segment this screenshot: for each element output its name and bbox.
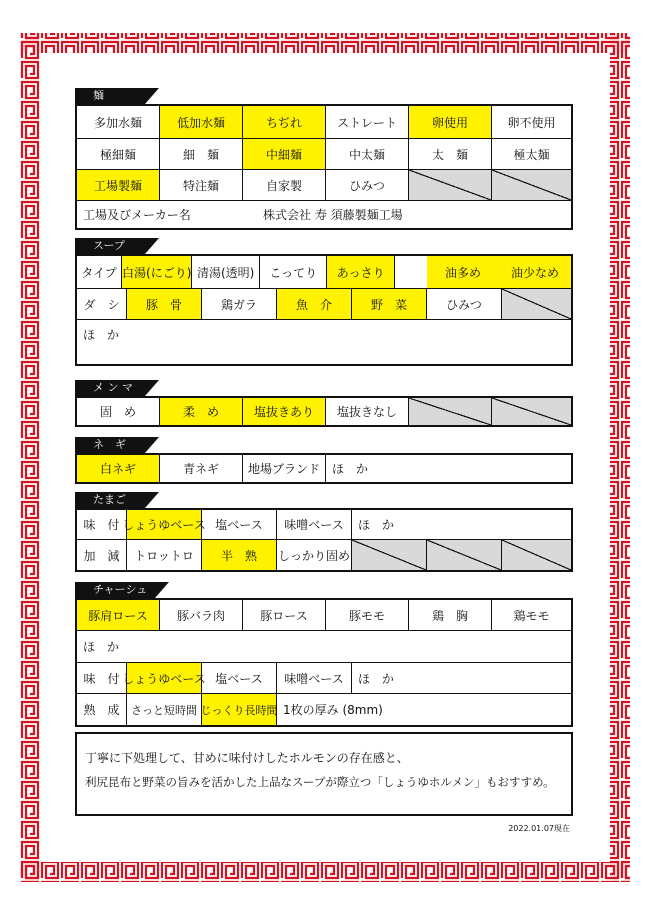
men-option: 極太麺 — [513, 147, 550, 162]
section-tab-negi: ネ ギ — [75, 437, 145, 453]
negi-option: 地場ブランド — [243, 455, 326, 482]
men-option: 自家製 — [243, 170, 326, 200]
soup-option: こってり — [260, 256, 328, 288]
negi-option: 白ネギ — [77, 455, 160, 482]
egg-option: 塩ベース — [202, 510, 277, 539]
soup-option: ひみつ — [427, 289, 502, 319]
menma-table — [75, 396, 573, 427]
soup-dashi-label: ダ シ — [77, 289, 127, 319]
section-tab-chashu: チャーシュ — [75, 582, 155, 598]
soup-option: あっさり — [327, 256, 395, 288]
empty-cell — [502, 540, 571, 570]
chashu-flavor-label: 味 付 — [77, 663, 127, 693]
as-of-date: 2022.01.07現在 — [508, 824, 570, 833]
egg-option: しょうゆベース — [127, 510, 202, 539]
chashu-option: ほ か — [358, 671, 395, 686]
chashu-table — [75, 598, 573, 727]
chashu-option: 豚バラ肉 — [160, 600, 243, 630]
negi-table — [75, 453, 573, 484]
men-option: 卵不使用 — [507, 115, 556, 130]
maker-value: 株式会社 寿 須藤製麺工場 — [263, 208, 403, 222]
empty-cell — [502, 289, 571, 319]
chashu-option: じっくり長時間 — [202, 694, 277, 725]
empty-cell — [427, 540, 502, 570]
egg-option: しっかり固め — [277, 540, 352, 570]
section-tab-egg: たまご — [75, 492, 145, 508]
men-option: 細 麺 — [160, 139, 243, 169]
maker-label: 工場及びメーカー名 — [83, 208, 191, 222]
chashu-option: 鶏モモ — [513, 608, 550, 623]
chashu-thickness: 1枚の厚み (8mm) — [283, 703, 383, 717]
chashu-option: 豚ロース — [243, 600, 326, 630]
egg-cook-label: 加 減 — [77, 540, 127, 570]
soup-type-label: タイプ — [77, 256, 122, 288]
men-option: ストレート — [326, 106, 409, 138]
egg-option: 味噌ベース — [277, 510, 352, 539]
egg-table — [75, 508, 573, 572]
soup-option: 白湯(にごり) — [122, 256, 192, 288]
men-option: 多加水麺 — [77, 106, 160, 138]
chashu-option: 塩ベース — [202, 663, 277, 693]
empty-cell — [492, 170, 571, 200]
menma-option: 固 め — [77, 398, 160, 425]
chashu-option: 味噌ベース — [277, 663, 352, 693]
note-line: 丁寧に下処理して、甘めに味付けしたホルモンの存在感と、 — [85, 751, 409, 765]
recommendation-note — [75, 732, 573, 816]
section-tab-men: 麺 — [75, 88, 145, 104]
men-option: 工場製麺 — [77, 170, 160, 200]
men-option: ちぢれ — [243, 106, 326, 138]
egg-flavor-label: 味 付 — [77, 510, 127, 539]
men-option: 低加水麺 — [160, 106, 243, 138]
section-tab-soup: スープ — [75, 238, 145, 254]
egg-option: トロットロ — [127, 540, 202, 570]
empty-cell — [352, 540, 427, 570]
men-table — [75, 104, 573, 230]
soup-table — [75, 254, 573, 366]
men-option: 太 麺 — [409, 139, 492, 169]
men-option: 中太麺 — [326, 139, 409, 169]
egg-option: ほ か — [358, 518, 395, 532]
chashu-option: 豚肩ロース — [77, 600, 160, 630]
empty-cell — [492, 398, 571, 425]
section-tab-menma: メ ン マ — [75, 380, 145, 396]
soup-option: 魚 介 — [277, 289, 352, 319]
note-line: 利尻昆布と野菜の旨みを活かした上品なスープが際立つ「しょうゆホルメン」もおすすめ。 — [85, 775, 555, 789]
soup-option: 豚 骨 — [127, 289, 202, 319]
men-option: ひみつ — [326, 170, 409, 200]
men-option: 極細麺 — [77, 139, 160, 169]
menma-option: 柔 め — [160, 398, 243, 425]
empty-cell — [409, 398, 492, 425]
egg-option: 半 熟 — [202, 540, 277, 570]
soup-option-oily: 油多め — [427, 256, 499, 288]
men-option: 卵使用 — [409, 106, 492, 138]
empty-cell — [409, 170, 492, 200]
menma-option: 塩抜きなし — [326, 398, 409, 425]
menma-option: 塩抜きあり — [243, 398, 326, 425]
chashu-option: 鶏 胸 — [409, 600, 492, 630]
negi-option: 青ネギ — [160, 455, 243, 482]
soup-oil-cell — [395, 256, 571, 288]
men-option: 特注麺 — [160, 170, 243, 200]
soup-option: 野 菜 — [352, 289, 427, 319]
chashu-option: さっと短時間 — [127, 694, 202, 725]
soup-option: 鶏ガラ — [202, 289, 277, 319]
men-option: 中細麺 — [243, 139, 326, 169]
chashu-age-label: 熟 成 — [77, 694, 127, 725]
negi-option: ほ か — [332, 462, 369, 476]
chashu-option: 豚モモ — [326, 600, 409, 630]
soup-option-less-oil: 油少なめ — [499, 256, 571, 288]
chashu-other-label: ほ か — [83, 640, 120, 654]
chashu-option: しょうゆベース — [127, 663, 202, 693]
soup-option: 清湯(透明) — [192, 256, 260, 288]
soup-other-label: ほ か — [83, 327, 120, 342]
